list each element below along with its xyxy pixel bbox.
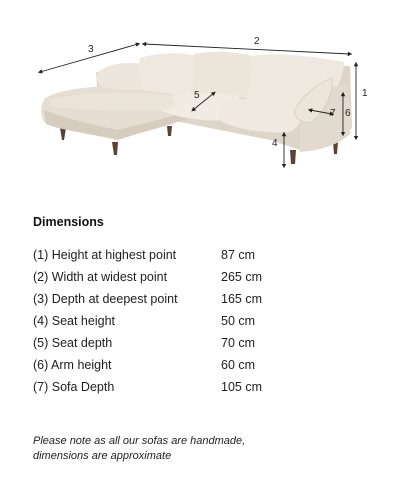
dimension-label: (7) Sofa Depth — [33, 380, 115, 394]
dimension-row-seat-height — [33, 310, 373, 332]
dimension-value: 70 cm — [221, 336, 256, 350]
dimension-row-width — [33, 266, 373, 288]
dimension-label: (5) Seat depth — [33, 336, 113, 350]
marker-2: 2 — [254, 36, 260, 47]
handmade-note — [33, 434, 353, 464]
dimension-value: 50 cm — [221, 314, 256, 328]
dimension-label: (3) Depth at deepest point — [33, 292, 178, 306]
dimension-row-arm-height — [33, 354, 373, 376]
dimension-label: (6) Arm height — [33, 358, 112, 372]
marker-1: 1 — [362, 88, 368, 99]
marker-6: 6 — [345, 108, 351, 119]
sofa-illustration — [0, 0, 400, 200]
dimension-label: (4) Seat height — [33, 314, 115, 328]
note-line-1: Please note as all our sofas are handmade, — [33, 435, 246, 447]
dimension-value: 165 cm — [221, 292, 262, 306]
dimensions-heading: Dimensions — [33, 215, 104, 229]
dimension-value: 60 cm — [221, 358, 256, 372]
dimension-label: (1) Height at highest point — [33, 248, 177, 262]
dimension-row-depth — [33, 288, 373, 310]
back-cushion-2 — [139, 53, 197, 96]
marker-5: 5 — [194, 90, 200, 101]
dimension-value: 265 cm — [221, 270, 262, 284]
dimension-label: (2) Width at widest point — [33, 270, 168, 284]
dimension-value: 87 cm — [221, 248, 256, 262]
note-line-2: dimensions are approximate — [33, 450, 172, 462]
back-cushion-left — [97, 63, 146, 90]
dimension-row-sofa-depth — [33, 376, 373, 398]
marker-3: 3 — [88, 44, 94, 55]
dimension-row-height — [33, 244, 373, 266]
sofa-dimension-diagram — [0, 0, 400, 200]
dimension-value: 105 cm — [221, 380, 262, 394]
marker-7: 7 — [330, 108, 336, 119]
dimensions-list — [33, 244, 373, 398]
dimension-row-seat-depth — [33, 332, 373, 354]
marker-4: 4 — [272, 138, 278, 149]
